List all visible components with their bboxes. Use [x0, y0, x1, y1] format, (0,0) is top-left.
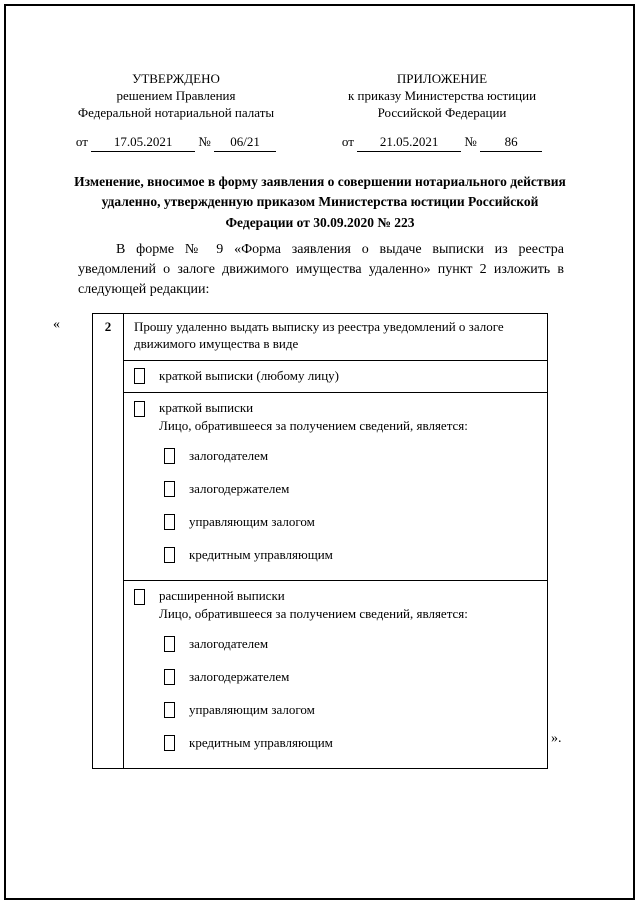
approval-title: УТВЕРЖДЕНО	[132, 71, 220, 86]
checkbox[interactable]	[134, 401, 145, 417]
approval-line1: решением Правления	[116, 88, 236, 104]
annex-line2: Российской Федерации	[377, 105, 507, 121]
table-intro-text: Прошу удаленно выдать выписку из реестра уведомлений о залоге движимого имущества в виде	[134, 319, 504, 351]
approval-block	[64, 70, 288, 152]
table-content-column	[124, 314, 547, 768]
checkbox[interactable]	[164, 547, 175, 563]
approval-line2: Федеральной нотариальной палаты	[77, 105, 275, 121]
sub-options-list	[164, 448, 537, 564]
sub-option-row	[164, 702, 537, 719]
annex-date-prefix: от	[341, 134, 354, 150]
option-head	[134, 587, 537, 623]
sub-option-row	[164, 481, 537, 498]
annex-number-prefix: №	[464, 134, 477, 150]
sub-option-row	[164, 735, 537, 752]
sub-option-row	[164, 636, 537, 653]
checkbox[interactable]	[164, 636, 175, 652]
option-label: расширенной выписки	[159, 587, 285, 603]
checkbox[interactable]	[134, 589, 145, 605]
option-row-brief-anyone	[124, 361, 547, 393]
row-number-cell: 2	[93, 314, 124, 768]
sub-option-label: управляющим залогом	[189, 513, 315, 529]
intro-paragraph: В форме № 9 «Форма заявления о выдаче выписки из реестра уведомлений о залоге движимого имущества удаленно» пункт 2 изложить в следующей редакции:	[78, 242, 564, 297]
option-label: краткой выписки	[159, 399, 254, 415]
open-quote-mark: «	[53, 317, 60, 332]
close-quote-mark: ».	[551, 731, 562, 746]
option-label: краткой выписки (любому лицу)	[159, 367, 339, 383]
checkbox[interactable]	[164, 669, 175, 685]
checkbox[interactable]	[164, 735, 175, 751]
checkbox[interactable]	[134, 368, 145, 384]
approval-number-prefix: №	[198, 134, 211, 150]
approval-date: 17.05.2021	[91, 133, 195, 151]
approval-date-line	[64, 133, 288, 151]
sub-option-label: залогодержателем	[189, 480, 290, 496]
sub-intro: Лицо, обратившееся за получением сведений, является:	[159, 605, 468, 621]
option-block-brief	[124, 393, 547, 581]
form-table	[92, 313, 548, 769]
option-head	[134, 399, 537, 435]
sub-intro: Лицо, обратившееся за получением сведений, является:	[159, 417, 468, 433]
option-text	[159, 587, 468, 623]
annex-line1: к приказу Министерства юстиции	[347, 88, 537, 104]
approval-number: 06/21	[214, 133, 276, 151]
annex-date: 21.05.2021	[357, 133, 461, 151]
sub-option-label: кредитным управляющим	[189, 734, 333, 750]
sub-option-row	[164, 669, 537, 686]
table-intro-row	[124, 314, 547, 361]
sub-option-label: управляющим залогом	[189, 701, 315, 717]
annex-date-line	[320, 133, 564, 151]
sub-option-row	[164, 448, 537, 465]
checkbox[interactable]	[164, 514, 175, 530]
annex-block	[320, 70, 564, 152]
sub-option-label: залогодержателем	[189, 668, 290, 684]
option-text	[159, 399, 468, 435]
document-title: Изменение, вносимое в форму заявления о совершении нотариального действия удаленно, утвержденную приказом Министерства юстиции Российской Федерации от 30.09.2020 № 223	[74, 174, 566, 230]
sub-option-label: залогодателем	[189, 448, 269, 464]
sub-option-label: залогодателем	[189, 635, 269, 651]
checkbox[interactable]	[164, 448, 175, 464]
sub-option-row	[164, 547, 537, 564]
annex-number: 86	[480, 133, 542, 151]
sub-option-label: кредитным управляющим	[189, 546, 333, 562]
sub-option-row	[164, 514, 537, 531]
approval-date-prefix: от	[75, 134, 88, 150]
checkbox[interactable]	[164, 481, 175, 497]
option-block-extended	[124, 581, 547, 768]
annex-title: ПРИЛОЖЕНИЕ	[396, 71, 488, 86]
sub-options-list	[164, 636, 537, 752]
checkbox[interactable]	[164, 702, 175, 718]
